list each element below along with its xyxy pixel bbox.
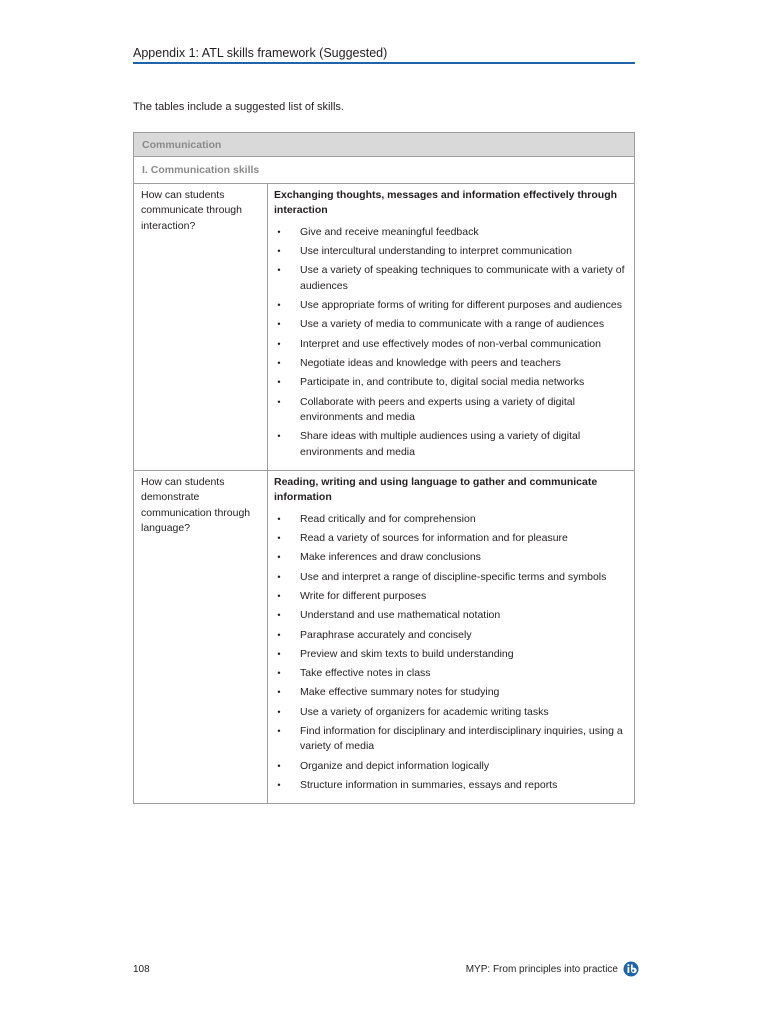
skill-text: Preview and skim texts to build understanding <box>300 647 514 660</box>
skill-text: Understand and use mathematical notation <box>300 609 501 622</box>
skill-cluster-label: I. Communication skills <box>134 157 635 184</box>
bullet-icon: • <box>277 246 281 257</box>
skill-item <box>274 778 628 793</box>
skills-cell <box>268 184 635 471</box>
skill-text: Take effective notes in class <box>300 667 431 680</box>
bullet-icon: • <box>277 338 281 349</box>
question-cell <box>134 184 268 471</box>
skill-heading: Reading, writing and using language to gather and communicate information <box>274 476 598 504</box>
header-rule <box>133 62 635 64</box>
skill-item <box>274 759 628 774</box>
skill-text: Use a variety of organizers for academic writing tasks <box>300 705 549 718</box>
skill-row <box>134 184 635 471</box>
skill-text: Interpret and use effectively modes of non-verbal communication <box>300 337 601 350</box>
bullet-icon: • <box>277 377 281 388</box>
publication-title: MYP: From principles into practice <box>465 964 618 975</box>
skill-text: Make inferences and draw conclusions <box>300 551 481 564</box>
skill-band-label: Communication <box>134 133 635 157</box>
bullet-icon: • <box>277 706 281 717</box>
skill-text: Read critically and for comprehension <box>300 512 476 525</box>
skill-item <box>274 512 628 527</box>
bullet-icon: • <box>277 226 281 237</box>
bullet-icon: • <box>277 591 281 601</box>
bullet-icon: • <box>277 396 281 407</box>
bullet-icon: • <box>277 513 281 524</box>
skill-row <box>134 471 635 804</box>
bullet-icon: • <box>277 760 281 771</box>
skill-item <box>274 395 628 426</box>
skill-text: Give and receive meaningful feedback <box>300 225 479 238</box>
bullet-icon: • <box>277 780 281 791</box>
skill-list <box>274 225 628 460</box>
page-number: 108 <box>133 964 150 975</box>
skill-item <box>274 570 628 585</box>
skill-list <box>274 512 628 794</box>
skill-text: Use intercultural understanding to interpret communication <box>300 245 572 258</box>
skill-text: Participate in, and contribute to, digital social media networks <box>300 376 585 389</box>
skill-text: Read a variety of sources for information and for pleasure <box>300 532 568 545</box>
skill-item <box>274 628 628 643</box>
skill-text: Structure information in summaries, essays and reports <box>300 779 558 792</box>
bullet-icon: • <box>277 726 281 737</box>
skill-item <box>274 608 628 623</box>
skill-item <box>274 685 628 700</box>
skill-text: Use a variety of speaking techniques to communicate with a variety of audiences <box>300 264 625 292</box>
skill-item <box>274 298 628 313</box>
bullet-icon: • <box>277 319 281 330</box>
bullet-icon: • <box>277 610 281 621</box>
bullet-icon: • <box>277 571 281 582</box>
intro-text: The tables include a suggested list of skills. <box>133 101 344 113</box>
skill-item <box>274 531 628 546</box>
skill-text: Make effective summary notes for studying <box>300 686 500 699</box>
skill-item <box>274 225 628 240</box>
skill-item <box>274 550 628 565</box>
skill-item <box>274 263 628 294</box>
guiding-question: How can students demonstrate communication through language? <box>141 476 251 535</box>
bullet-icon: • <box>277 648 281 659</box>
skill-text: Organize and depict information logically <box>300 759 490 772</box>
skill-item <box>274 647 628 662</box>
guiding-question: How can students communicate through interaction? <box>141 189 242 232</box>
question-cell <box>134 471 268 804</box>
skill-text: Negotiate ideas and knowledge with peers and teachers <box>300 357 561 369</box>
skill-item <box>274 356 628 371</box>
skill-text: Paraphrase accurately and concisely <box>300 628 472 641</box>
bullet-icon: • <box>277 533 281 544</box>
skill-item <box>274 666 628 681</box>
header-title: Appendix 1: ATL skills framework (Suggested) <box>133 46 388 60</box>
skill-item <box>274 705 628 720</box>
skill-text: Use a variety of media to communicate with a range of audiences <box>300 318 605 331</box>
bullet-icon: • <box>277 687 281 698</box>
skill-text: Share ideas with multiple audiences using a variety of digital environments and media <box>300 430 581 458</box>
bullet-icon: • <box>277 265 281 276</box>
bullet-icon: • <box>277 358 281 368</box>
skill-item <box>274 337 628 352</box>
skill-band-row <box>134 133 635 157</box>
skill-item <box>274 429 628 460</box>
bullet-icon: • <box>277 431 281 442</box>
skill-heading: Exchanging thoughts, messages and information effectively through interaction <box>274 189 618 217</box>
skill-text: Collaborate with peers and experts using a variety of digital environments and media <box>300 395 575 423</box>
skill-cluster-row <box>134 157 635 184</box>
skill-text: Use appropriate forms of writing for different purposes and audiences <box>300 299 622 312</box>
skill-text: Use and interpret a range of discipline-specific terms and symbols <box>300 570 607 583</box>
skill-text: Write for different purposes <box>300 590 427 602</box>
page-header <box>133 45 635 64</box>
ib-logo-icon <box>623 961 639 977</box>
skill-item <box>274 375 628 390</box>
skill-item <box>274 244 628 259</box>
bullet-icon: • <box>277 552 281 563</box>
bullet-icon: • <box>277 668 281 679</box>
skill-item <box>274 724 628 755</box>
bullet-icon: • <box>277 629 281 640</box>
atl-skills-table <box>133 132 635 804</box>
skill-item <box>274 317 628 332</box>
skills-cell <box>268 471 635 804</box>
skill-text: Find information for disciplinary and interdisciplinary inquiries, using a variety of media <box>300 725 623 753</box>
skill-item <box>274 589 628 604</box>
bullet-icon: • <box>277 300 281 311</box>
